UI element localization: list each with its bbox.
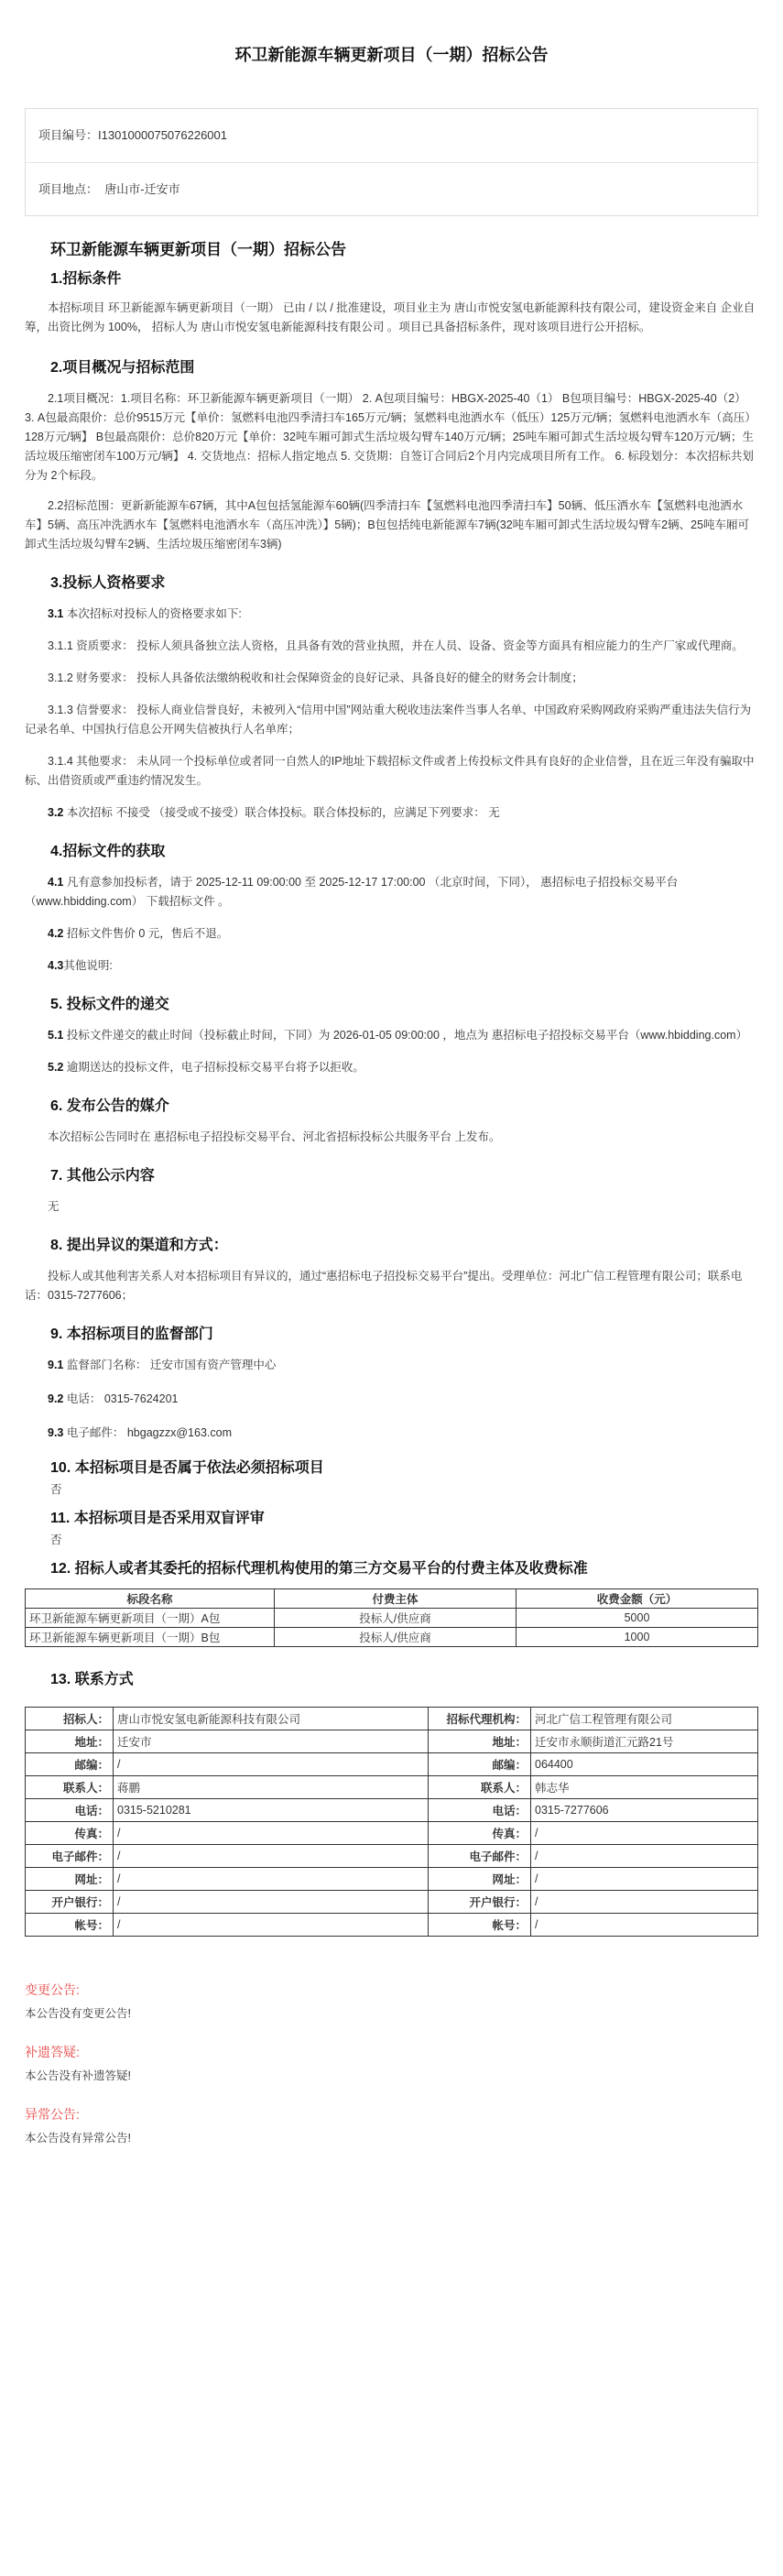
contact-label: 邮编：: [429, 1753, 531, 1776]
contact-label: 网址：: [26, 1868, 114, 1891]
page-title: 环卫新能源车辆更新项目（一期）招标公告: [234, 46, 549, 64]
project-location: 唐山市-迁安市: [104, 182, 180, 196]
section-7-title: 7. 其他公示内容: [50, 1168, 155, 1184]
document-title: 环卫新能源车辆更新项目（一期）招标公告: [50, 241, 346, 258]
section-1-text: 本招标项目 环卫新能源车辆更新项目（一期） 已由 / 以 / 批准建设，项目业主为 唐山市悦安氢电新能源科技有限公司，建设资金来自 企业自筹，出资比例为 100%， 招标人为 唐山市悦安氢电新能源科技有限公司 。项目已具备招标条件，现对该项目进行公开招标。: [25, 301, 756, 333]
notices: [25, 1981, 758, 2145]
section-5-title: 5. 投标文件的递交: [50, 997, 169, 1012]
contact-label: 帐号：: [26, 1914, 114, 1937]
contact-row: [26, 1914, 758, 1937]
fee-header-lot: 标段名称: [26, 1589, 275, 1609]
contact-value: /: [531, 1845, 758, 1868]
project-info-box: [25, 108, 758, 216]
contact-value: /: [114, 1914, 429, 1937]
section-8-title: 8. 提出异议的渠道和方式：: [50, 1238, 228, 1253]
contact-value: /: [114, 1753, 429, 1776]
contact-label: 招标人：: [26, 1708, 114, 1730]
contact-label: 网址：: [429, 1868, 531, 1891]
contact-value: /: [531, 1891, 758, 1914]
section-3-1: [25, 605, 758, 624]
section-3-1-1: 3.1.1 资质要求： 投标人须具备独立法人资格，且具备有效的营业执照，并在人员、设备、资金等方面具有相应能力的生产厂家或代理商。: [48, 639, 744, 652]
section-6-title: 6. 发布公告的媒介: [50, 1098, 169, 1114]
contact-label: 电子邮件：: [26, 1845, 114, 1868]
section-13-title: 13. 联系方式: [50, 1672, 134, 1687]
table-row: [26, 1628, 758, 1647]
section-9-1-text: 监督部门名称： 迁安市国有资产管理中心: [63, 1359, 277, 1371]
contact-value: /: [531, 1914, 758, 1937]
section-8-text: 投标人或其他利害关系人对本招标项目有异议的，通过“惠招标电子招投标交易平台”提出。受理单位：河北广信工程管理有限公司；联系电话：0315-7277606；: [25, 1270, 743, 1302]
contact-label: 招标代理机构：: [429, 1708, 531, 1730]
section-3-2-text: 本次招标 不接受 （接受或不接受）联合体投标。联合体投标的，应满足下列要求： 无: [63, 806, 500, 819]
contact-label: 传真：: [26, 1822, 114, 1845]
section-9-2: [25, 1390, 758, 1409]
section-1-title: 1.招标条件: [50, 271, 122, 287]
contact-row: [26, 1868, 758, 1891]
exception-notice-body: 本公告没有异常公告!: [25, 2132, 131, 2145]
section-2-scope: 2.2招标范围：更新新能源车67辆，其中A包包括氢能源车60辆(四季清扫车【氢燃料电池四季清扫车】50辆、低压洒水车【氢燃料电池洒水车】5辆、高压冲洗洒水车【氢燃料电池洒水车（高压冲洗）】5辆)；B包包括纯电新能源车7辆(32吨车厢可卸式生活垃圾勾臂车2辆、25吨车厢可卸式生活垃圾勾臂车2辆、生活垃圾压缩密闭车3辆): [25, 499, 750, 551]
section-11-text: 否: [50, 1534, 62, 1546]
section-4-2-text: 招标文件售价 0 元，售后不退。: [63, 927, 229, 940]
contact-label: 开户银行：: [26, 1891, 114, 1914]
section-2-title: 2.项目概况与招标范围: [50, 360, 195, 376]
section-5-2: [25, 1058, 758, 1077]
section-3-1-text: 本次招标对投标人的资格要求如下:: [63, 607, 242, 620]
contact-value: 迁安市永顺街道汇元路21号: [531, 1730, 758, 1753]
contact-label: 联系人：: [26, 1776, 114, 1799]
contact-value: 韩志华: [531, 1776, 758, 1799]
contact-value: 蒋鹏: [114, 1776, 429, 1799]
section-5-1-text: 投标文件递交的截止时间（投标截止时间，下同）为 2026-01-05 09:00:00 ，地点为 惠招标电子招投标交易平台（www.hbidding.com）: [63, 1029, 748, 1042]
section-2-overview: 2.1项目概况：1.项目名称：环卫新能源车辆更新项目（一期） 2. A包项目编号：HBGX-2025-40（1） B包项目编号：HBGX-2025-40（2） 3. A包最高限价：总价9515万元【单价：氢燃料电池四季清扫车165万元/辆；氢燃料电池洒水车（低压）125万元/辆；氢燃料电池洒水车（高压）128万元/辆】 B包最高限价：总价820万元【单价：32吨车厢可卸式生活垃圾勾臂车140万元/辆；25吨车厢可卸式生活垃圾勾臂车120万元/辆；生活垃圾压缩密闭车100万元/辆】 4. 交货地点：招标人指定地点 5. 交货期：自签订合同后2个月内完成项目所有工作。 6. 标段划分：本次招标共划分为 2个标段。: [25, 392, 756, 482]
contact-label: 联系人：: [429, 1776, 531, 1799]
section-9-title: 9. 本招标项目的监督部门: [50, 1326, 213, 1342]
section-9-1: [25, 1356, 758, 1375]
section-3-2-number: 3.2: [48, 806, 64, 819]
section-4-1: [25, 873, 758, 911]
contact-row: [26, 1730, 758, 1753]
contact-value: 唐山市悦安氢电新能源科技有限公司: [114, 1708, 429, 1730]
contact-label: 电话：: [429, 1799, 531, 1822]
fee-payer: 投标人/供应商: [275, 1628, 517, 1647]
contact-label: 传真：: [429, 1822, 531, 1845]
contact-value: 0315-7277606: [531, 1799, 758, 1822]
contact-value: /: [531, 1822, 758, 1845]
project-location-row: [26, 162, 757, 215]
contact-label: 地址：: [429, 1730, 531, 1753]
contact-row: [26, 1776, 758, 1799]
project-number-row: [26, 109, 757, 162]
contact-label: 邮编：: [26, 1753, 114, 1776]
contact-value: /: [114, 1822, 429, 1845]
fee-amount: 5000: [517, 1609, 758, 1628]
section-5-2-text: 逾期送达的投标文件，电子招标投标交易平台将予以拒收。: [63, 1061, 364, 1074]
contact-row: [26, 1845, 758, 1868]
project-location-label: 项目地点：: [38, 182, 99, 196]
section-5-1-number: 5.1: [48, 1029, 64, 1042]
exception-notice-title: 异常公告:: [25, 2107, 80, 2122]
fee-header-amount: 收费金额（元）: [517, 1589, 758, 1609]
fee-lot: 环卫新能源车辆更新项目（一期）A包: [26, 1609, 275, 1628]
contact-label: 电子邮件：: [429, 1845, 531, 1868]
fee-amount: 1000: [517, 1628, 758, 1647]
section-9-2-number: 9.2: [48, 1392, 64, 1405]
section-5-1: [25, 1026, 758, 1045]
section-6-text: 本次招标公告同时在 惠招标电子招投标交易平台、河北省招标投标公共服务平台 上发布。: [48, 1130, 501, 1143]
contact-value: /: [114, 1845, 429, 1868]
section-9-3: [25, 1424, 758, 1443]
section-12-title: 12. 招标人或者其委托的招标代理机构使用的第三方交易平台的付费主体及收费标准: [50, 1561, 588, 1577]
project-number: I1301000075076226001: [98, 128, 227, 142]
section-9-3-text: 电子邮件： hbgagzzx@163.com: [63, 1426, 232, 1439]
table-row: [26, 1609, 758, 1628]
fee-table-header: [26, 1589, 758, 1609]
contact-value: 064400: [531, 1753, 758, 1776]
section-9-1-number: 9.1: [48, 1359, 64, 1371]
addendum-notice-body: 本公告没有补遗答疑!: [25, 2069, 131, 2082]
section-4-1-text: 凡有意参加投标者，请于 2025-12-11 09:00:00 至 2025-12-17 17:00:00 （北京时间，下同）， 惠招标电子招投标交易平台 （www.hbidding.com） 下载招标文件 。: [25, 876, 679, 908]
fee-payer: 投标人/供应商: [275, 1609, 517, 1628]
section-4-3-text: 其他说明:: [63, 959, 113, 972]
section-3-1-2: 3.1.2 财务要求： 投标人具备依法缴纳税收和社会保障资金的良好记录、具备良好的健全的财务会计制度；: [48, 671, 583, 684]
announcement-content: [25, 236, 758, 2145]
contact-label: 地址：: [26, 1730, 114, 1753]
contact-value: /: [114, 1891, 429, 1914]
section-3-1-3: 3.1.3 信誉要求： 投标人商业信誉良好，未被列入“信用中国”网站重大税收违法案件当事人名单、中国政府采购网政府采购严重违法失信行为记录名单、中国执行信息公开网失信被执行人名单库；: [25, 704, 752, 736]
section-4-title: 4.招标文件的获取: [50, 844, 166, 859]
section-11-title: 11. 本招标项目是否采用双盲评审: [50, 1511, 265, 1526]
change-notice-title: 变更公告:: [25, 1982, 80, 1997]
project-number-label: 项目编号：: [38, 128, 99, 142]
section-4-3: [25, 956, 758, 976]
contact-value: 0315-5210281: [114, 1799, 429, 1822]
section-10-text: 否: [50, 1483, 62, 1496]
section-3-title: 3.投标人资格要求: [50, 575, 166, 591]
contact-value: 迁安市: [114, 1730, 429, 1753]
contact-row: [26, 1891, 758, 1914]
section-4-2: [25, 924, 758, 944]
section-4-3-number: 4.3: [48, 959, 64, 972]
contact-value: /: [114, 1868, 429, 1891]
contact-label: 电话：: [26, 1799, 114, 1822]
fee-header-payer: 付费主体: [275, 1589, 517, 1609]
section-4-2-number: 4.2: [48, 927, 64, 940]
contact-row: [26, 1822, 758, 1845]
section-3-1-4: 3.1.4 其他要求： 未从同一个投标单位或者同一自然人的IP地址下载招标文件或者上传投标文件具有良好的企业信誉，且在近三年没有骗取中标、出借资质或严重违约情况发生。: [25, 755, 755, 787]
contact-label: 开户银行：: [429, 1891, 531, 1914]
section-9-3-number: 9.3: [48, 1426, 64, 1439]
section-10-title: 10. 本招标项目是否属于依法必须招标项目: [50, 1460, 324, 1476]
contact-value: /: [531, 1868, 758, 1891]
contact-row: [26, 1708, 758, 1730]
contact-label: 帐号：: [429, 1914, 531, 1937]
contact-row: [26, 1799, 758, 1822]
section-5-2-number: 5.2: [48, 1061, 64, 1074]
contact-table: [25, 1707, 758, 1937]
section-3-1-number: 3.1: [48, 607, 64, 620]
change-notice-body: 本公告没有变更公告!: [25, 2007, 131, 2020]
section-9-2-text: 电话： 0315-7624201: [63, 1392, 179, 1405]
contact-value: 河北广信工程管理有限公司: [531, 1708, 758, 1730]
contact-row: [26, 1753, 758, 1776]
section-3-2: [25, 803, 758, 823]
addendum-notice-title: 补遗答疑:: [25, 2045, 80, 2059]
section-4-1-number: 4.1: [48, 876, 64, 889]
section-7-text: 无: [48, 1200, 60, 1213]
fee-lot: 环卫新能源车辆更新项目（一期）B包: [26, 1628, 275, 1647]
fee-table: [25, 1588, 758, 1647]
